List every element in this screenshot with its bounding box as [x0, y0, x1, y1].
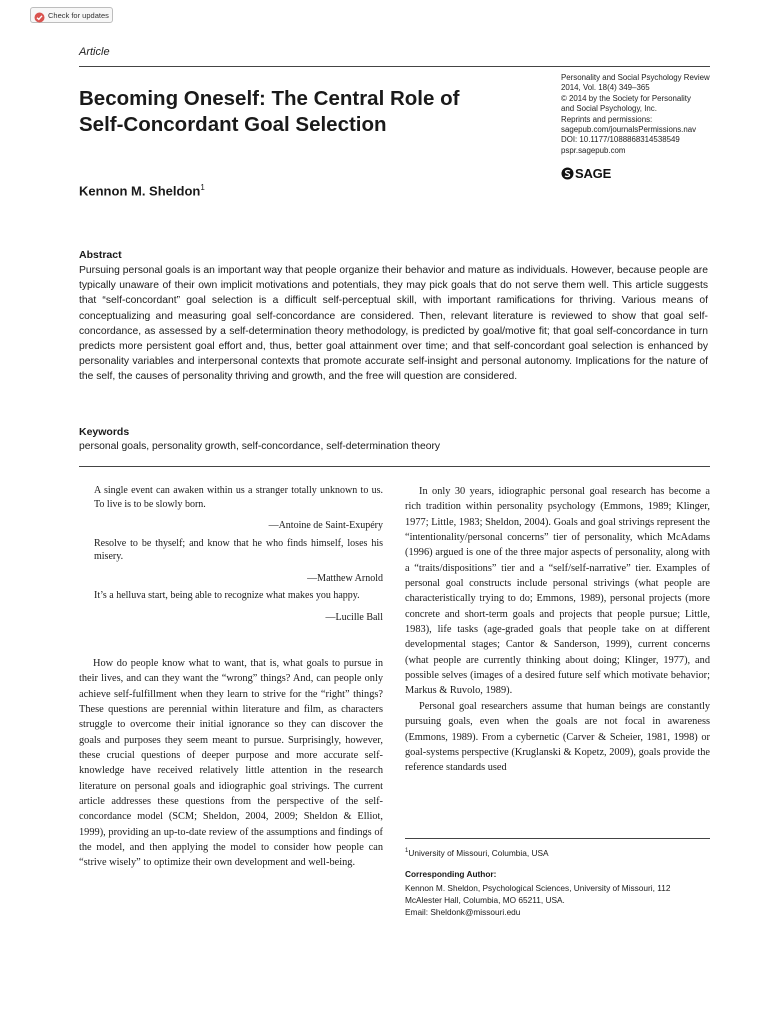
- journal-site-link[interactable]: pspr.sagepub.com: [561, 145, 626, 155]
- epigraph-attribution: —Antoine de Saint-Exupéry: [268, 520, 383, 531]
- header-divider: [79, 66, 710, 67]
- paper-title: [79, 86, 529, 138]
- journal-metadata: [561, 73, 721, 156]
- abstract-heading: Abstract: [79, 249, 122, 261]
- article-type-label: Article: [79, 46, 110, 58]
- journal-copyright-2: and Social Psychology, Inc.: [561, 104, 657, 114]
- author-name: Kennon M. Sheldon$^1$: [79, 183, 205, 199]
- journal-reprints: Reprints and permissions:: [561, 114, 653, 124]
- author-affiliation: $^1$University of Missouri, Columbia, USA: [405, 848, 549, 858]
- abstract-text: Pursuing personal goals is an important way that people organize their behavior and mature as individuals. However, because people are typically unaware of their own implicit motivations and potentials, they may pick goals that do not serve them well. This article suggests that “self-concordant” goal selection is a difficult self-perceptual skill, with important ramifications for thriving. Various means of conceptualizing and measuring goal self-concordance are considered. Then, relevant literature is reviewed to show that goal self-concordance, as assessed by a self-determination theory methodology, is predicted by goal/motive fit; that goal self-concordance in turn predicts more persistent goal effort and, thus, better goal attainment over time; and that self-concordant goal selection is enhanced by personality variables and interpersonal contexts that promote accurate self-insight and personal autonomy. Implications for the nature of the self, the causes of personality thriving and growth, and the free will question are considered.: [79, 265, 708, 383]
- corresponding-author-line: McAlester Hall, Columbia, MO 65211, USA.: [405, 895, 565, 906]
- paper-title-line-1: Becoming Oneself: The Central Role of: [79, 87, 460, 110]
- corresponding-author-details: [405, 882, 710, 919]
- journal-doi[interactable]: DOI: 10.1177/1088868314538549: [561, 135, 680, 145]
- check-for-updates-icon: [34, 10, 45, 21]
- section-divider: [79, 466, 710, 467]
- epigraph-attribution: —Matthew Arnold: [307, 572, 383, 584]
- affiliation-mark: 1: [405, 848, 409, 855]
- body-column-right: [405, 484, 710, 776]
- body-paragraph: In only 30 years, idiographic personal goal research has become a rich tradition within personality psychology (Emmons, 1989; Klinger, 1977; Little, 1983; Sheldon, 2004). Goals and goal strivings represent the “intentionality/personal concerns” tier of personality, which McAdams (1996) argued is one of the three major aspects of personality, along with a “traits/dispositions” tier and a “self/self-narrative” tier. Examples of personal goal constructs include personal strivings (what people are characteristically trying to do; Emmons, 1989), personal projects (more concrete and short-term goals and projects that people pursue; Little, 1983), life tasks (age-graded goals that people take on at different developmental stages; Cantor & Sanderson, 1999), current concerns (what people are currently thinking about doing; Klinger, 1977), and possible selves (images of a desired future self which motivate behavior; Markus & Ruvolo, 1989).: [405, 486, 710, 697]
- epigraph-quote: A single event can awaken within us a stranger totally unknown to us. To live is to be slowly born.: [94, 485, 383, 510]
- author-affil-mark: 1: [200, 183, 205, 192]
- epigraphs: [94, 484, 383, 628]
- check-for-updates-label: Check for updates: [48, 10, 109, 20]
- sage-logo: [561, 166, 611, 181]
- corresponding-author-heading: Corresponding Author:: [405, 869, 497, 879]
- body-paragraph: Personal goal researchers assume that human beings are constantly pursuing goals, even when the goals are not focal in awareness (Emmons, 1989). From a cybernetic (Carver & Scheier, 1981, 1998) or goal-systems perspective (Kruglanski & Kopetz, 2009), goals provide the reference standards used: [405, 700, 710, 774]
- journal-permissions-link[interactable]: sagepub.com/journalsPermissions.nav: [561, 125, 697, 135]
- check-for-updates-button[interactable]: [30, 7, 113, 23]
- journal-name: Personality and Social Psychology Review: [561, 73, 710, 82]
- epigraph-quote: It’s a helluva start, being able to recognize what makes you happy.: [94, 590, 360, 601]
- corresponding-author-line: Kennon M. Sheldon, Psychological Sciences, University of Missouri, 112: [405, 883, 671, 893]
- sage-logo-text: SAGE: [575, 166, 612, 181]
- keywords-text: personal goals, personality growth, self-concordance, self-determination theory: [79, 441, 441, 452]
- epigraph-quote: Resolve to be thyself; and know that he who finds himself, loses his misery.: [94, 537, 383, 562]
- sage-logo-icon: [561, 167, 574, 180]
- footnote-divider: [405, 838, 710, 839]
- keywords-heading: Keywords: [79, 426, 130, 438]
- journal-volume: 2014, Vol. 18(4) 349–365: [561, 83, 650, 93]
- paper-title-line-2: Self-Concordant Goal Selection: [79, 113, 387, 136]
- body-paragraph-left: How do people know what to want, that is, what goals to pursue in their lives, and can they want the “wrong” things? And, can people only achieve self-fulfillment when they learn to strive for the “right” things? These questions are perennial within literature and film, as characters struggle to overcome their initial ignorance so they can discover the goals and purposes they seem meant to pursue. Surprisingly, however, these crucial questions of deeper purpose and more accurate self-knowledge have received relatively little attention in the research literature on personal goals and idiographic goal strivings. The current article addresses these questions from the perspective of the self-concordance model (SCM; Sheldon, 2004, 2009; Sheldon & Elliot, 1999), providing an up-to-date review of the assumptions and findings of the model, and then applying the model to consider how people can “strive wisely” to optimize their own development and well-being.: [79, 658, 383, 869]
- epigraph-attribution: —Lucille Ball: [325, 611, 383, 623]
- corresponding-author-email[interactable]: Email: Sheldonk@missouri.edu: [405, 907, 521, 918]
- journal-copyright-1: © 2014 by the Society for Personality: [561, 93, 691, 103]
